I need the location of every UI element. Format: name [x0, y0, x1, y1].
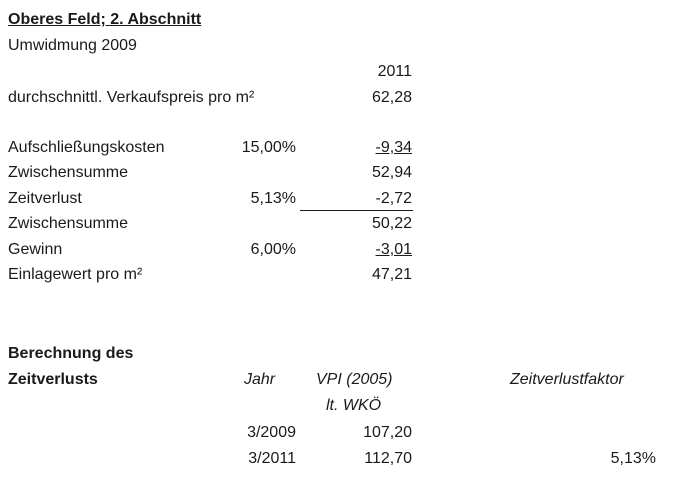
col-header-vpi: VPI (2005) [316, 371, 393, 388]
row-label-zwischensumme-1: Zwischensumme [8, 164, 129, 181]
row-value-zeitverlust: -2,72 [375, 190, 412, 207]
col-header-jahr: Jahr [244, 371, 276, 388]
row-rate-aufschliessung: 15,00% [241, 139, 296, 156]
row-rate-zeitverlust: 5,13% [250, 190, 296, 207]
document-subtitle: Umwidmung 2009 [8, 37, 137, 54]
zeitverlust-heading-line2: Zeitverlusts [8, 371, 98, 388]
col-header-faktor: Zeitverlustfaktor [510, 371, 624, 388]
vpi-row-jahr-2011: 3/2011 [248, 450, 296, 467]
col-header-vpi-source: lt. WKÖ [326, 397, 382, 414]
zeitverlust-heading-line1: Berechnung des [8, 345, 134, 362]
zeitverlust-faktor-value: 5,13% [610, 450, 656, 467]
document-title: Oberes Feld; 2. Abschnitt [8, 11, 202, 28]
row-value-aufschliessung: -9,34 [375, 139, 412, 156]
row-rate-gewinn: 6,00% [250, 241, 296, 258]
vpi-row-jahr-2009: 3/2009 [247, 424, 296, 441]
row-value-einlagewert: 47,21 [371, 266, 412, 283]
row-label-aufschliessung: Aufschließungskosten [8, 139, 165, 156]
row-value-verkaufspreis: 62,28 [371, 89, 412, 106]
vpi-row-value-2009: 107,20 [363, 424, 412, 441]
row-label-verkaufspreis: durchschnittl. Verkaufspreis pro m² [8, 89, 255, 106]
row-value-zwischensumme-2: 50,22 [371, 215, 412, 232]
year-header: 2011 [377, 63, 412, 80]
row-value-gewinn: -3,01 [375, 241, 412, 258]
row-label-zeitverlust: Zeitverlust [8, 190, 82, 207]
row-value-zwischensumme-1: 52,94 [371, 164, 412, 181]
row-label-einlagewert: Einlagewert pro m² [8, 266, 143, 283]
subtotal-rule [300, 210, 413, 211]
vpi-row-value-2011: 112,70 [364, 450, 412, 467]
row-label-gewinn: Gewinn [8, 241, 63, 258]
row-label-zwischensumme-2: Zwischensumme [8, 215, 129, 232]
